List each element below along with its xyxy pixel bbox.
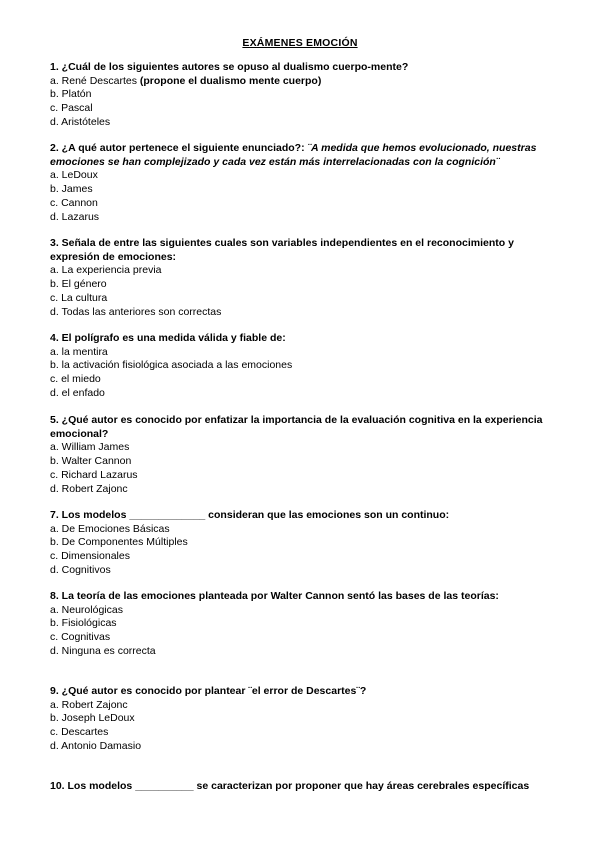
question-7-option-d: d. Cognitivos	[50, 563, 111, 576]
question-4	[50, 332, 560, 401]
question-4-option-b: b. la activación fisiológica asociada a las emociones	[50, 359, 293, 372]
question-5-option-c: c. Richard Lazarus	[50, 468, 138, 481]
question-9-option-d: d. Antonio Damasio	[50, 739, 142, 752]
question-3-option-b: b. El género	[50, 278, 107, 291]
question-9-stem: 9. ¿Qué autor es conocido por plantear ¨el error de Descartes¨?	[50, 685, 367, 697]
question-8-option-d: d. Ninguna es correcta	[50, 644, 156, 657]
document-title: EXÁMENES EMOCIÓN	[242, 37, 358, 49]
question-1	[50, 61, 560, 130]
question-3-option-a: a. La experiencia previa	[50, 264, 162, 277]
question-3-option-d: d. Todas las anteriores son correctas	[50, 305, 222, 318]
question-7-stem: 7. Los modelos _____________ consideran que las emociones son un continuo:	[50, 509, 450, 521]
question-8-stem: 8. La teoría de las emociones planteada por Walter Cannon sentó las bases de las teorías:	[50, 590, 499, 602]
question-1-option-b: b. Platón	[50, 88, 92, 101]
question-1-option-a	[50, 75, 560, 89]
question-3-option-c: c. La cultura	[50, 291, 108, 304]
question-4-option-a: a. la mentira	[50, 345, 108, 358]
question-10	[50, 780, 560, 794]
question-2-option-d: d. Lazarus	[50, 210, 100, 223]
question-5-option-d: d. Robert Zajonc	[50, 482, 128, 495]
question-5-option-b: b. Walter Cannon	[50, 455, 132, 468]
question-1-note: (propone el dualismo mente cuerpo)	[139, 74, 322, 87]
question-4-option-d: d. el enfado	[50, 386, 105, 399]
question-2-option-a: a. LeDoux	[50, 169, 98, 182]
question-1-option-a-text: a. René Descartes	[50, 74, 140, 87]
question-1-option-d: d. Aristóteles	[50, 115, 111, 128]
question-9-option-a: a. Robert Zajonc	[50, 698, 128, 711]
question-8	[50, 590, 560, 659]
question-7-option-b: b. De Componentes Múltiples	[50, 536, 188, 549]
question-9-option-c: c. Descartes	[50, 726, 109, 739]
question-1-option-c: c. Pascal	[50, 102, 93, 115]
question-2	[50, 142, 560, 224]
question-7	[50, 509, 560, 578]
question-2-quote: ¨A medida que hemos evolucionado, nuestras emociones se han complejizado y cada vez están más interrelacionadas con la cognición¨	[50, 142, 537, 168]
question-8-option-b: b. Fisiológicas	[50, 617, 117, 630]
question-3	[50, 237, 560, 319]
question-2-stem-text: 2. ¿A qué autor pertenece el siguiente enunciado?:	[50, 142, 308, 154]
question-8-option-a: a. Neurológicas	[50, 603, 123, 616]
question-8-option-c: c. Cognitivas	[50, 631, 111, 644]
question-5-stem: 5. ¿Qué autor es conocido por enfatizar la importancia de la evaluación cognitiva en la experiencia emocional?	[50, 414, 543, 440]
question-4-option-c: c. el miedo	[50, 373, 101, 386]
question-1-stem: 1. ¿Cuál de los siguientes autores se opuso al dualismo cuerpo-mente?	[50, 61, 409, 73]
question-10-stem: 10. Los modelos __________ se caracterizan por proponer que hay áreas cerebrales específicas	[50, 780, 530, 792]
question-4-stem: 4. El polígrafo es una medida válida y fiable de:	[50, 332, 286, 344]
question-7-option-a: a. De Emociones Básicas	[50, 522, 170, 535]
question-9	[50, 685, 560, 754]
question-9-option-b: b. Joseph LeDoux	[50, 712, 135, 725]
question-2-option-b: b. James	[50, 183, 93, 196]
question-3-stem: 3. Señala de entre las siguientes cuales son variables independientes en el reconocimiento y expresión de emociones:	[50, 237, 514, 263]
question-2-option-c: c. Cannon	[50, 196, 98, 209]
question-7-option-c: c. Dimensionales	[50, 550, 130, 563]
question-5-option-a: a. William James	[50, 441, 130, 454]
question-2-stem	[50, 142, 560, 169]
question-5	[50, 414, 560, 496]
